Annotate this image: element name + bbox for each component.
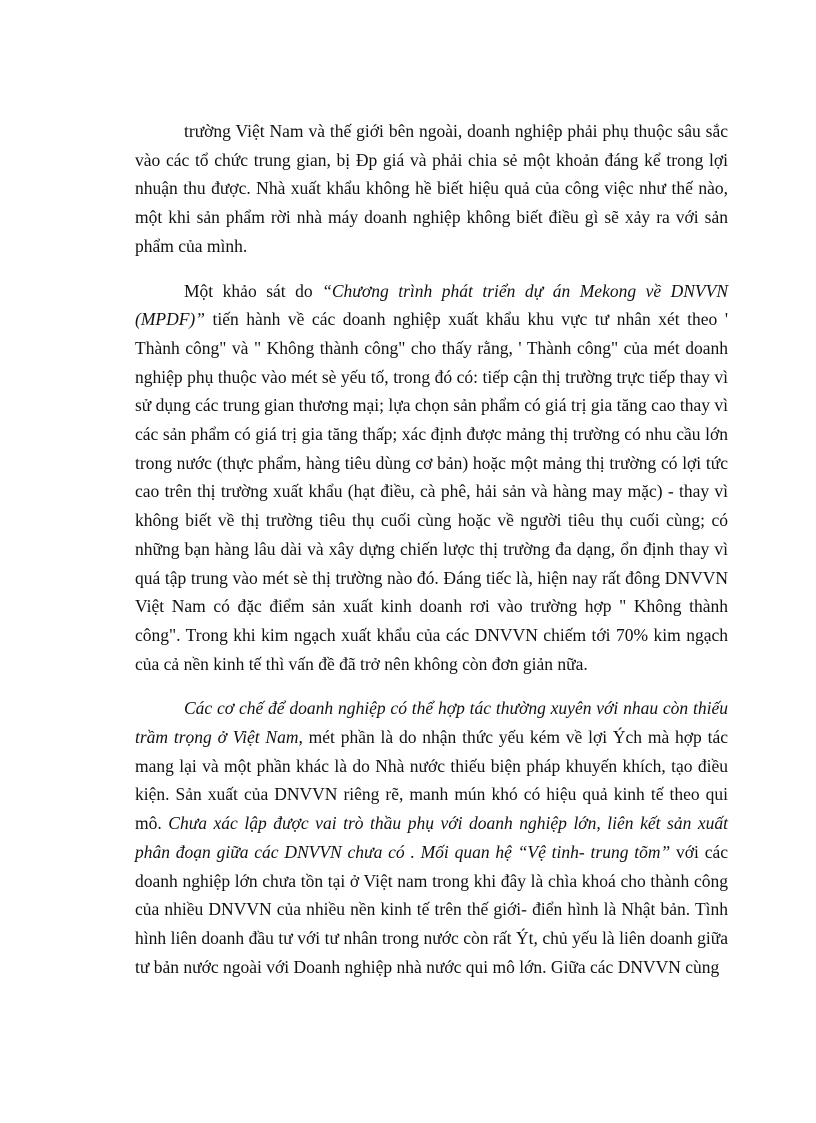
- paragraph-3-emphasis-1: Các cơ chế để doanh nghiệp có thể hợp tác thường xuyên với nhau còn thiếu trầm trọng ở Việt Nam: [135, 698, 728, 748]
- body-text: [135, 117, 728, 981]
- paragraph-3: [135, 694, 728, 981]
- paragraph-3-text-1: , mét phần là do nhận thức yếu kém về lợi Ých mà hợp tác mang lại và một phần khác là do Nhà nước thiếu biện pháp khuyến khích, tạo điều kiện. Sản xuất của DNVVN riêng rẽ, manh mún khó có hiệu quả kinh tế theo qui mô.: [135, 727, 729, 834]
- paragraph-1-text: trường Việt Nam và thế giới bên ngoài, doanh nghiệp phải phụ thuộc sâu sắc vào các tổ chức trung gian, bị Đp giá và phải chia sẻ một khoản đáng kể trong lợi nhuận thu được. Nhà xuất khẩu không hề biết hiệu quả của công việc như thế nào, một khi sản phẩm rời nhà máy doanh nghiệp không biết điều gì sẽ xảy ra với sản phẩm của mình.: [135, 121, 728, 256]
- paragraph-3-text-2: với các doanh nghiệp lớn chưa tồn tại ở Việt nam trong khi đây là chìa khoá cho thành công của nhiều DNVVN của nhiều nền kinh tế trên thế giới- điển hình là Nhật bản. Tình hình liên doanh đầu tư với tư nhân trong nước còn rất Ýt, chủ yếu là liên doanh giữa tư bản nước ngoài với Doanh nghiệp nhà nước qui mô lớn. Giữa các DNVVN cùng: [135, 841, 728, 977]
- paragraph-1: [135, 117, 728, 261]
- paragraph-2-text-intro: Một khảo sát do: [184, 280, 323, 301]
- paragraph-2: [135, 277, 728, 679]
- paragraph-3-emphasis-2: Chưa xác lập được vai trò thầu phụ với doanh nghiệp lớn, liên kết sản xuất phân đoạn giữa các DNVVN chưa có . Mối quan hệ “Vệ tinh- trung tõm”: [135, 813, 728, 862]
- paragraph-2-text-body: tiến hành về các doanh nghiệp xuất khẩu khu vực tư nhân xét theo ' Thành công" và " Không thành công" cho thấy rằng, ' Thành công" của mét doanh nghiệp phụ thuộc vào mét sè yếu tố, trong đó có: tiếp cận thị trường trực tiếp thay vì sử dụng các trung gian thương mại; lựa chọn sản phẩm có giá trị gia tăng cao thay vì các sản phẩm có giá trị gia tăng thấp; xác định được mảng thị trường có nhu cầu lớn trong nước (thực phẩm, hàng tiêu dùng cơ bản) hoặc một mảng thị trường có lợi tức cao trên thị trường xuất khẩu (hạt điều, cà phê, hải sản và hàng may mặc) - thay vì không biết về thị trường tiêu thụ cuối cùng hoặc về người tiêu thụ cuối cùng; có những bạn hàng lâu dài và xây dựng chiến lược thị trường đa dạng, ổn định thay vì quá tập trung vào mét sè thị trường nào đó. Đáng tiếc là, hiện nay rất đông DNVVN Việt Nam có đặc điểm sản xuất kinh doanh rơi vào trường hợp " Không thành công". Trong khi kim ngạch xuất khẩu của các DNVVN chiếm tới 70% kim ngạch của cả nền kinh tế thì vấn đề đã trở nên không còn đơn giản nữa.: [135, 309, 728, 674]
- paragraph-2-program-name: “Chương trình phát triển dự án Mekong về DNVVN (MPDF)”: [135, 280, 728, 330]
